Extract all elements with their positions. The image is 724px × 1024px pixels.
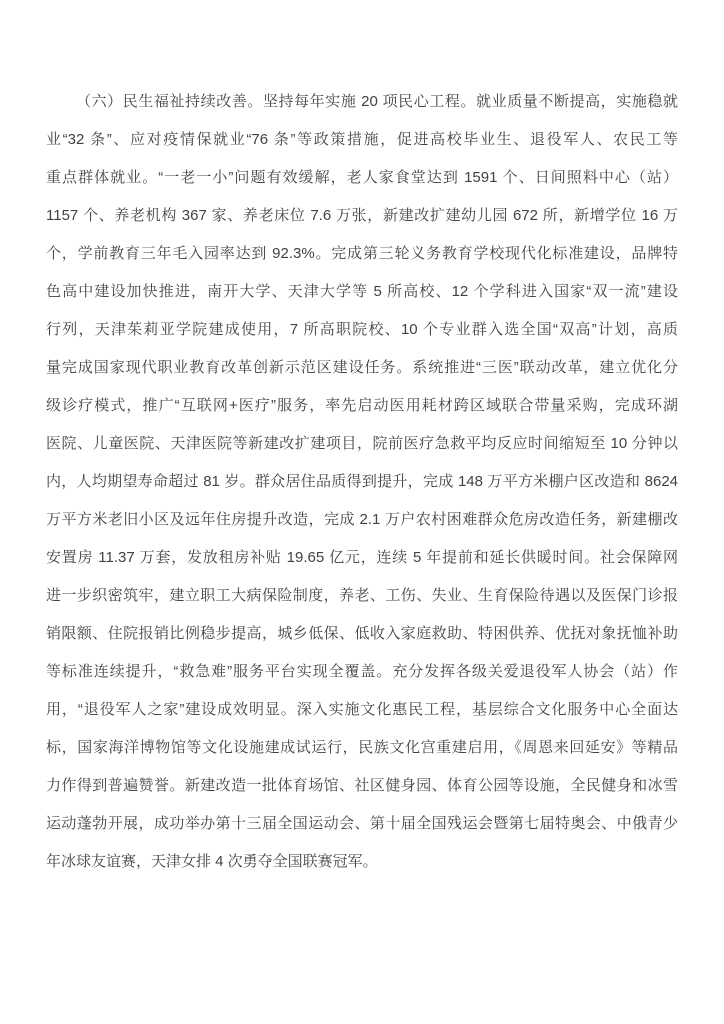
text-line: 等标准连续提升，“救急难”服务平台实现全覆盖。充分发挥各级关爱退役军人协会（站）作 <box>46 663 678 680</box>
text-line: 用，“退役军人之家”建设成效明显。深入实施文化惠民工程，基层综合文化服务中心全面达 <box>46 701 678 718</box>
text-line: 级诊疗模式，推广“互联网+医疗”服务，率先启动医用耗材跨区域联合带量采购，完成环湖 <box>46 397 678 414</box>
text-line: 业“32 条”、应对疫情保就业“76 条”等政策措施，促进高校毕业生、退役军人、农民工等 <box>46 131 678 148</box>
text-line: 运动蓬勃开展，成功举办第十三届全国运动会、第十届全国残运会暨第七届特奥会、中俄青少 <box>46 815 678 832</box>
text-line: 内，人均期望寿命超过 81 岁。群众居住品质得到提升，完成 148 万平方米棚户区改造和 8624 <box>46 473 678 490</box>
text-line: 力作得到普遍赞誉。新建改造一批体育场馆、社区健身园、体育公园等设施，全民健身和冰雪 <box>46 777 678 794</box>
text-line: 销限额、住院报销比例稳步提高，城乡低保、低收入家庭救助、特困供养、优抚对象抚恤补助 <box>46 625 678 642</box>
text-line: 量完成国家现代职业教育改革创新示范区建设任务。系统推进“三医”联动改革，建立优化分 <box>46 359 678 376</box>
text-line: 1157 个、养老机构 367 家、养老床位 7.6 万张，新建改扩建幼儿园 672 所，新增学位 16 万 <box>46 207 678 224</box>
text-line: 行列，天津茱莉亚学院建成使用，7 所高职院校、10 个专业群入选全国“双高”计划，高质 <box>46 321 678 338</box>
text-line: 重点群体就业。“一老一小”问题有效缓解，老人家食堂达到 1591 个、日间照料中心（站） <box>46 169 678 186</box>
text-line: 进一步织密筑牢，建立职工大病保险制度，养老、工伤、失业、生育保险待遇以及医保门诊报 <box>46 587 678 604</box>
text-line: 医院、儿童医院、天津医院等新建改扩建项目，院前医疗急救平均反应时间缩短至 10 分钟以 <box>46 435 678 452</box>
text-line: 标，国家海洋博物馆等文化设施建成试运行，民族文化宫重建启用，《周恩来回延安》等精品 <box>46 739 678 756</box>
text-line: 安置房 11.37 万套，发放租房补贴 19.65 亿元，连续 5 年提前和延长供暖时间。社会保障网 <box>46 549 678 566</box>
text-line: 年冰球友谊赛，天津女排 4 次勇夺全国联赛冠军。 <box>46 853 378 870</box>
text-line: （六）民生福祉持续改善。坚持每年实施 20 项民心工程。就业质量不断提高，实施稳就 <box>76 93 678 110</box>
text-line: 色高中建设加快推进，南开大学、天津大学等 5 所高校、12 个学科进入国家“双一流”建设 <box>46 283 678 300</box>
text-line: 万平方米老旧小区及远年住房提升改造，完成 2.1 万户农村困难群众危房改造任务，新建棚改 <box>46 511 678 528</box>
text-line: 个，学前教育三年毛入园率达到 92.3%。完成第三轮义务教育学校现代化标准建设，品牌特 <box>46 245 679 262</box>
